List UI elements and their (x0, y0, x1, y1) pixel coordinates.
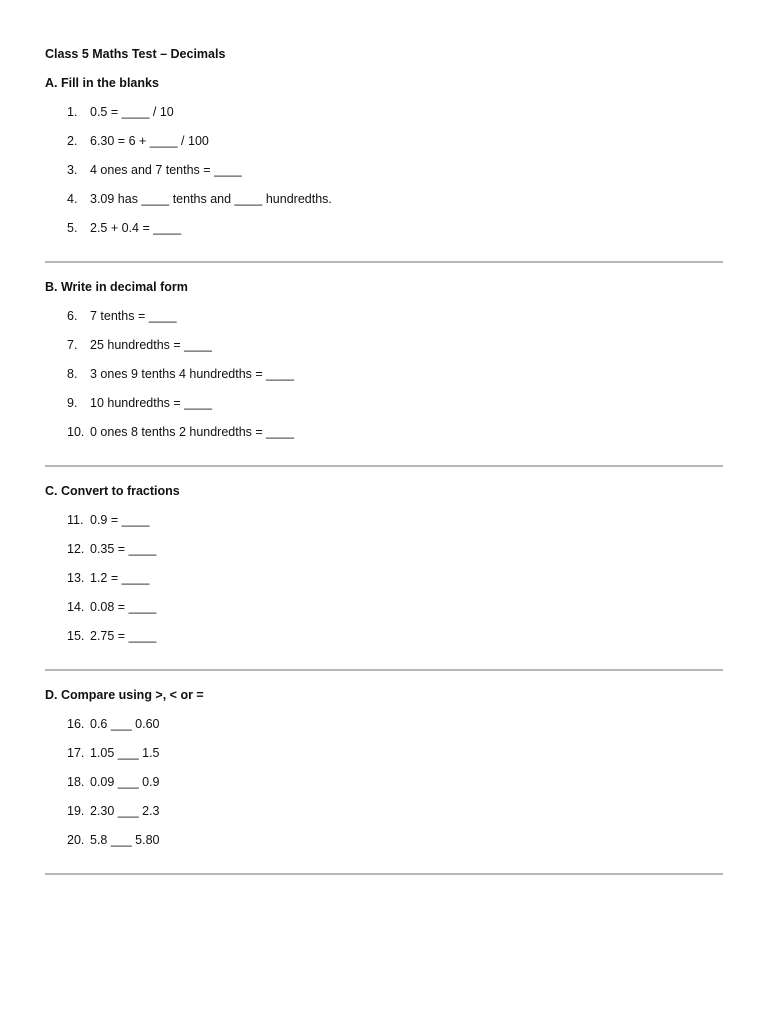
question-item (45, 832, 723, 849)
question-list (45, 512, 723, 645)
question-number: 4. (67, 192, 78, 206)
section-c (45, 483, 723, 671)
question-item (45, 162, 723, 179)
question-item (45, 366, 723, 383)
section-heading: B. Write in decimal form (45, 280, 188, 294)
question-number: 1. (67, 105, 78, 119)
question-number: 18. (67, 775, 85, 789)
section-b (45, 279, 723, 467)
question-text: 5.8 ___ 5.80 (90, 833, 160, 847)
section-divider (45, 465, 723, 467)
section-divider (45, 261, 723, 263)
question-number: 20. (67, 833, 85, 847)
question-item (45, 424, 723, 441)
question-item (45, 308, 723, 325)
question-item (45, 628, 723, 645)
section-divider (45, 669, 723, 671)
question-text: 2.75 = ____ (90, 629, 157, 643)
question-text: 0 ones 8 tenths 2 hundredths = ____ (90, 425, 294, 439)
question-number: 2. (67, 134, 78, 148)
question-item (45, 716, 723, 733)
question-text: 10 hundredths = ____ (90, 396, 212, 410)
section-heading: C. Convert to fractions (45, 484, 180, 498)
question-item (45, 774, 723, 791)
question-list (45, 716, 723, 849)
question-number: 19. (67, 804, 85, 818)
question-item (45, 220, 723, 237)
section-a (45, 75, 723, 263)
question-number: 12. (67, 542, 85, 556)
question-text: 7 tenths = ____ (90, 309, 177, 323)
question-text: 0.6 ___ 0.60 (90, 717, 160, 731)
question-list (45, 308, 723, 441)
question-text: 6.30 = 6 + ____ / 100 (90, 134, 209, 148)
question-text: 0.35 = ____ (90, 542, 157, 556)
question-item (45, 745, 723, 762)
question-number: 11. (67, 513, 84, 527)
question-text: 2.5 + 0.4 = ____ (90, 221, 182, 235)
question-text: 1.2 = ____ (90, 571, 150, 585)
page-title: Class 5 Maths Test – Decimals (45, 47, 226, 61)
question-number: 8. (67, 367, 78, 381)
question-number: 5. (67, 221, 78, 235)
question-text: 0.5 = ____ / 10 (90, 105, 174, 119)
question-item (45, 541, 723, 558)
question-item (45, 599, 723, 616)
question-number: 14. (67, 600, 85, 614)
section-divider (45, 873, 723, 875)
question-item (45, 803, 723, 820)
question-text: 0.08 = ____ (90, 600, 157, 614)
question-item (45, 133, 723, 150)
question-text: 25 hundredths = ____ (90, 338, 212, 352)
section-heading: A. Fill in the blanks (45, 76, 159, 90)
question-text: 3 ones 9 tenths 4 hundredths = ____ (90, 367, 294, 381)
question-text: 0.9 = ____ (90, 513, 150, 527)
question-item (45, 395, 723, 412)
question-item (45, 512, 723, 529)
question-number: 10. (67, 425, 85, 439)
question-number: 9. (67, 396, 78, 410)
question-text: 0.09 ___ 0.9 (90, 775, 160, 789)
question-number: 15. (67, 629, 85, 643)
question-item (45, 191, 723, 208)
question-number: 3. (67, 163, 78, 177)
question-number: 16. (67, 717, 85, 731)
section-heading: D. Compare using >, < or = (45, 688, 204, 702)
question-text: 1.05 ___ 1.5 (90, 746, 160, 760)
question-number: 17. (67, 746, 85, 760)
question-number: 6. (67, 309, 78, 323)
question-text: 4 ones and 7 tenths = ____ (90, 163, 242, 177)
question-item (45, 337, 723, 354)
question-item (45, 570, 723, 587)
question-list (45, 104, 723, 237)
question-item (45, 104, 723, 121)
question-number: 13. (67, 571, 85, 585)
question-text: 2.30 ___ 2.3 (90, 804, 160, 818)
question-text: 3.09 has ____ tenths and ____ hundredths. (90, 192, 332, 206)
section-d (45, 687, 723, 875)
question-number: 7. (67, 338, 78, 352)
